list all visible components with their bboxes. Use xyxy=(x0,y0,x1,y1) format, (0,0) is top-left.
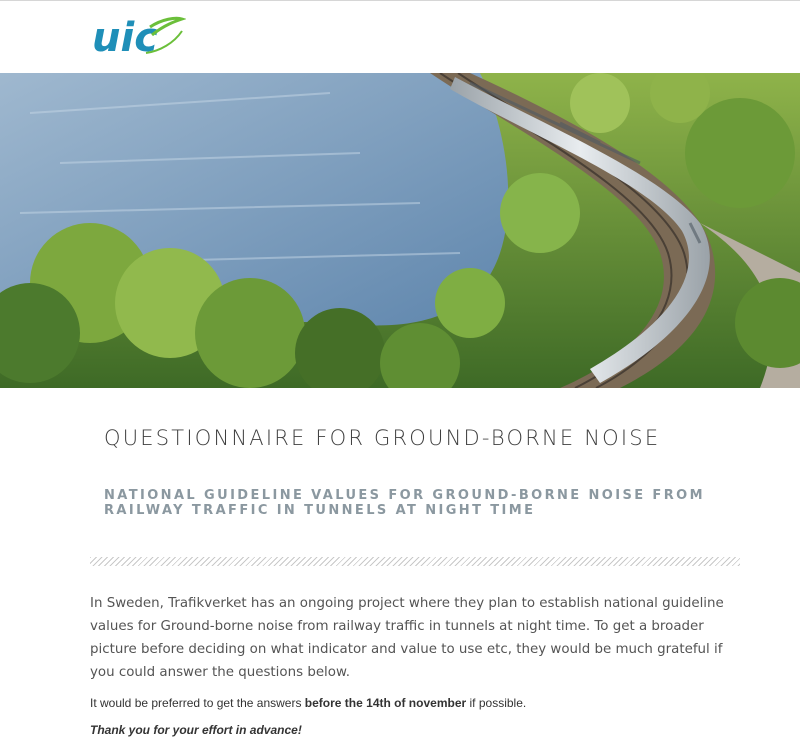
page-subtitle: NATIONAL GUIDELINE VALUES FOR GROUND-BORNE NOISE FROM RAILWAY TRAFFIC IN TUNNELS AT NIGHT TIME xyxy=(104,488,705,518)
uic-logo[interactable] xyxy=(90,13,186,59)
thanks-text: Thank you for your effort in advance! xyxy=(90,723,302,737)
hatched-divider xyxy=(90,557,740,566)
svg-text:uic: uic xyxy=(92,15,158,59)
deadline-date: before the 14th of november xyxy=(304,696,467,710)
header xyxy=(0,1,800,73)
deadline-note-suffix: if possible. xyxy=(466,696,527,710)
page-title: QUESTIONNAIRE FOR GROUND-BORNE NOISE xyxy=(104,426,661,450)
deadline-note xyxy=(90,695,526,711)
deadline-note-text: It would be preferred to get the answers xyxy=(90,696,305,710)
intro-paragraph: In Sweden, Trafikverket has an ongoing project where they plan to establish national guideline values for Ground-borne noise from railway traffic in tunnels at night time. To get a broader picture before deciding on what indicator and value to use etc, they would be much grateful if you could answer the questions below. xyxy=(90,596,724,680)
hero-image xyxy=(0,73,800,388)
